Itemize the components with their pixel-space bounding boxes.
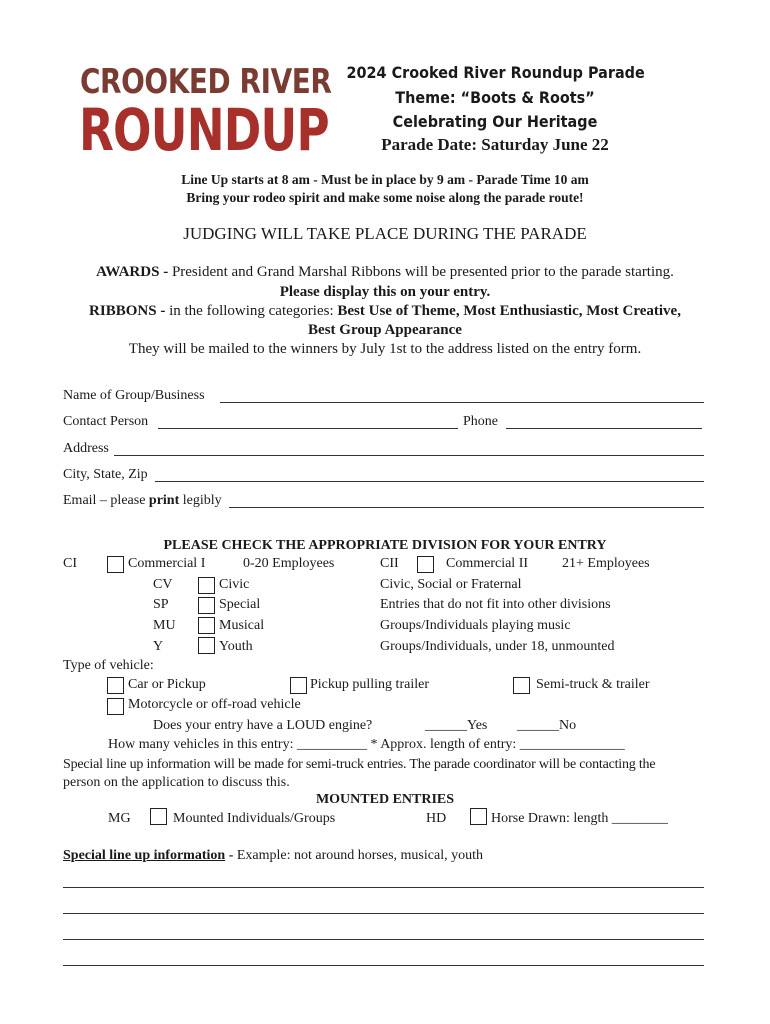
- contact-field[interactable]: [158, 428, 458, 429]
- pickup-trailer-checkbox[interactable]: [290, 677, 307, 694]
- special-lineup-row: [63, 848, 483, 864]
- mounted-heading: MOUNTED ENTRIES: [315, 792, 455, 807]
- parade-theme: Theme: “Boots & Roots”: [395, 88, 595, 107]
- mu-checkbox[interactable]: [198, 617, 215, 634]
- lineup-spirit: Bring your rodeo spirit and make some noise along the parade route!: [186, 190, 584, 205]
- email-label-print: print: [148, 493, 180, 508]
- cv-code: CV: [153, 577, 173, 592]
- sp-code: SP: [153, 597, 169, 612]
- special-note-1: Special line up information will be made for semi-truck entries. The parade coordinator will be contacting the: [63, 757, 656, 772]
- email-label-post: legibly: [179, 493, 222, 508]
- ribbons-categories: Best Use of Theme, Most Enthusiastic, Most Creative,: [337, 303, 681, 319]
- awards-text: President and Grand Marshal Ribbons will be presented prior to the parade starting.: [171, 264, 674, 280]
- mg-label: Mounted Individuals/Groups: [173, 811, 336, 826]
- special-lineup-label: Special line up information: [63, 848, 226, 863]
- cii-code: CII: [380, 556, 399, 571]
- semi-checkbox[interactable]: [513, 677, 530, 694]
- mu-label: Musical: [219, 618, 265, 633]
- group-field[interactable]: [220, 402, 704, 403]
- moto-label: Motorcycle or off-road vehicle: [128, 697, 301, 712]
- cv-desc: Civic, Social or Fraternal: [380, 577, 522, 592]
- parade-subtitle: Celebrating Our Heritage: [392, 112, 598, 131]
- logo-roundup: ROUNDUP: [79, 96, 329, 164]
- loud-question: Does your entry have a LOUD engine?: [153, 718, 373, 733]
- ribbons-line: [0, 303, 770, 320]
- cv-checkbox[interactable]: [198, 577, 215, 594]
- y-label: Youth: [219, 639, 253, 654]
- group-label: Name of Group/Business: [63, 388, 205, 403]
- y-code: Y: [153, 639, 164, 654]
- sp-label: Special: [219, 597, 261, 612]
- email-field[interactable]: [229, 507, 704, 508]
- awards-line: [0, 264, 770, 281]
- mg-code: MG: [108, 811, 131, 826]
- car-checkbox[interactable]: [107, 677, 124, 694]
- sp-checkbox[interactable]: [198, 597, 215, 614]
- contact-label: Contact Person: [63, 414, 149, 429]
- cv-label: Civic: [219, 577, 250, 592]
- parade-title: 2024 Crooked River Roundup Parade: [346, 63, 645, 82]
- phone-field[interactable]: [506, 428, 702, 429]
- ribbons-text: in the following categories:: [169, 303, 338, 319]
- ribbons-label: RIBBONS -: [89, 303, 170, 319]
- ribbons-mailed: They will be mailed to the winners by July 1st to the address listed on the entry form.: [128, 341, 642, 357]
- moto-checkbox[interactable]: [107, 698, 124, 715]
- cii-label: Commercial II: [446, 556, 529, 571]
- mu-desc: Groups/Individuals playing music: [380, 618, 571, 633]
- phone-label: Phone: [463, 414, 498, 429]
- special-line-3[interactable]: [63, 939, 704, 940]
- division-heading: PLEASE CHECK THE APPROPRIATE DIVISION FOR YOUR ENTRY: [163, 538, 607, 553]
- pickup-trailer-label: Pickup pulling trailer: [310, 677, 429, 692]
- ci-label: Commercial I: [128, 556, 206, 571]
- loud-no[interactable]: ______No: [517, 718, 577, 733]
- y-desc: Groups/Individuals, under 18, unmounted: [380, 639, 615, 654]
- ribbons-categories-2: Best Group Appearance: [308, 322, 462, 338]
- judging-heading: JUDGING WILL TAKE PLACE DURING THE PARADE: [183, 224, 587, 243]
- ci-code: CI: [63, 556, 77, 571]
- special-line-4[interactable]: [63, 965, 704, 966]
- logo-crooked-river: CROOKED RIVER: [80, 62, 332, 102]
- email-label: [63, 493, 222, 509]
- email-label-pre: Email – please: [63, 493, 149, 508]
- cii-desc: 21+ Employees: [562, 556, 650, 571]
- loud-yes[interactable]: ______Yes: [425, 718, 488, 733]
- hd-code: HD: [426, 811, 447, 826]
- city-label: City, State, Zip: [63, 467, 148, 482]
- city-field[interactable]: [155, 481, 704, 482]
- special-line-1[interactable]: [63, 887, 704, 888]
- sp-desc: Entries that do not fit into other divisions: [380, 597, 611, 612]
- vehicle-count: How many vehicles in this entry: __________ * Approx. length of entry: _______________: [108, 737, 625, 752]
- awards-display: Please display this on your entry.: [279, 284, 491, 300]
- ci-checkbox[interactable]: [107, 556, 124, 573]
- hd-label: Horse Drawn: length ________: [491, 811, 668, 826]
- y-checkbox[interactable]: [198, 637, 215, 654]
- special-line-2[interactable]: [63, 913, 704, 914]
- ci-desc: 0-20 Employees: [243, 556, 335, 571]
- special-note-2: person on the application to discuss this.: [63, 775, 290, 790]
- lineup-times: Line Up starts at 8 am - Must be in place by 9 am - Parade Time 10 am: [181, 172, 589, 187]
- mg-checkbox[interactable]: [150, 808, 167, 825]
- cii-checkbox[interactable]: [417, 556, 434, 573]
- car-label: Car or Pickup: [128, 677, 206, 692]
- address-label: Address: [63, 441, 109, 456]
- hd-checkbox[interactable]: [470, 808, 487, 825]
- vehicle-heading: Type of vehicle:: [63, 658, 154, 673]
- mu-code: MU: [153, 618, 176, 633]
- parade-date: Parade Date: Saturday June 22: [381, 135, 609, 154]
- semi-label: Semi-truck & trailer: [536, 677, 650, 692]
- special-lineup-dash: -: [225, 848, 237, 863]
- address-field[interactable]: [114, 455, 704, 456]
- awards-label: AWARDS -: [96, 264, 172, 280]
- special-lineup-example: Example: not around horses, musical, youth: [236, 848, 483, 863]
